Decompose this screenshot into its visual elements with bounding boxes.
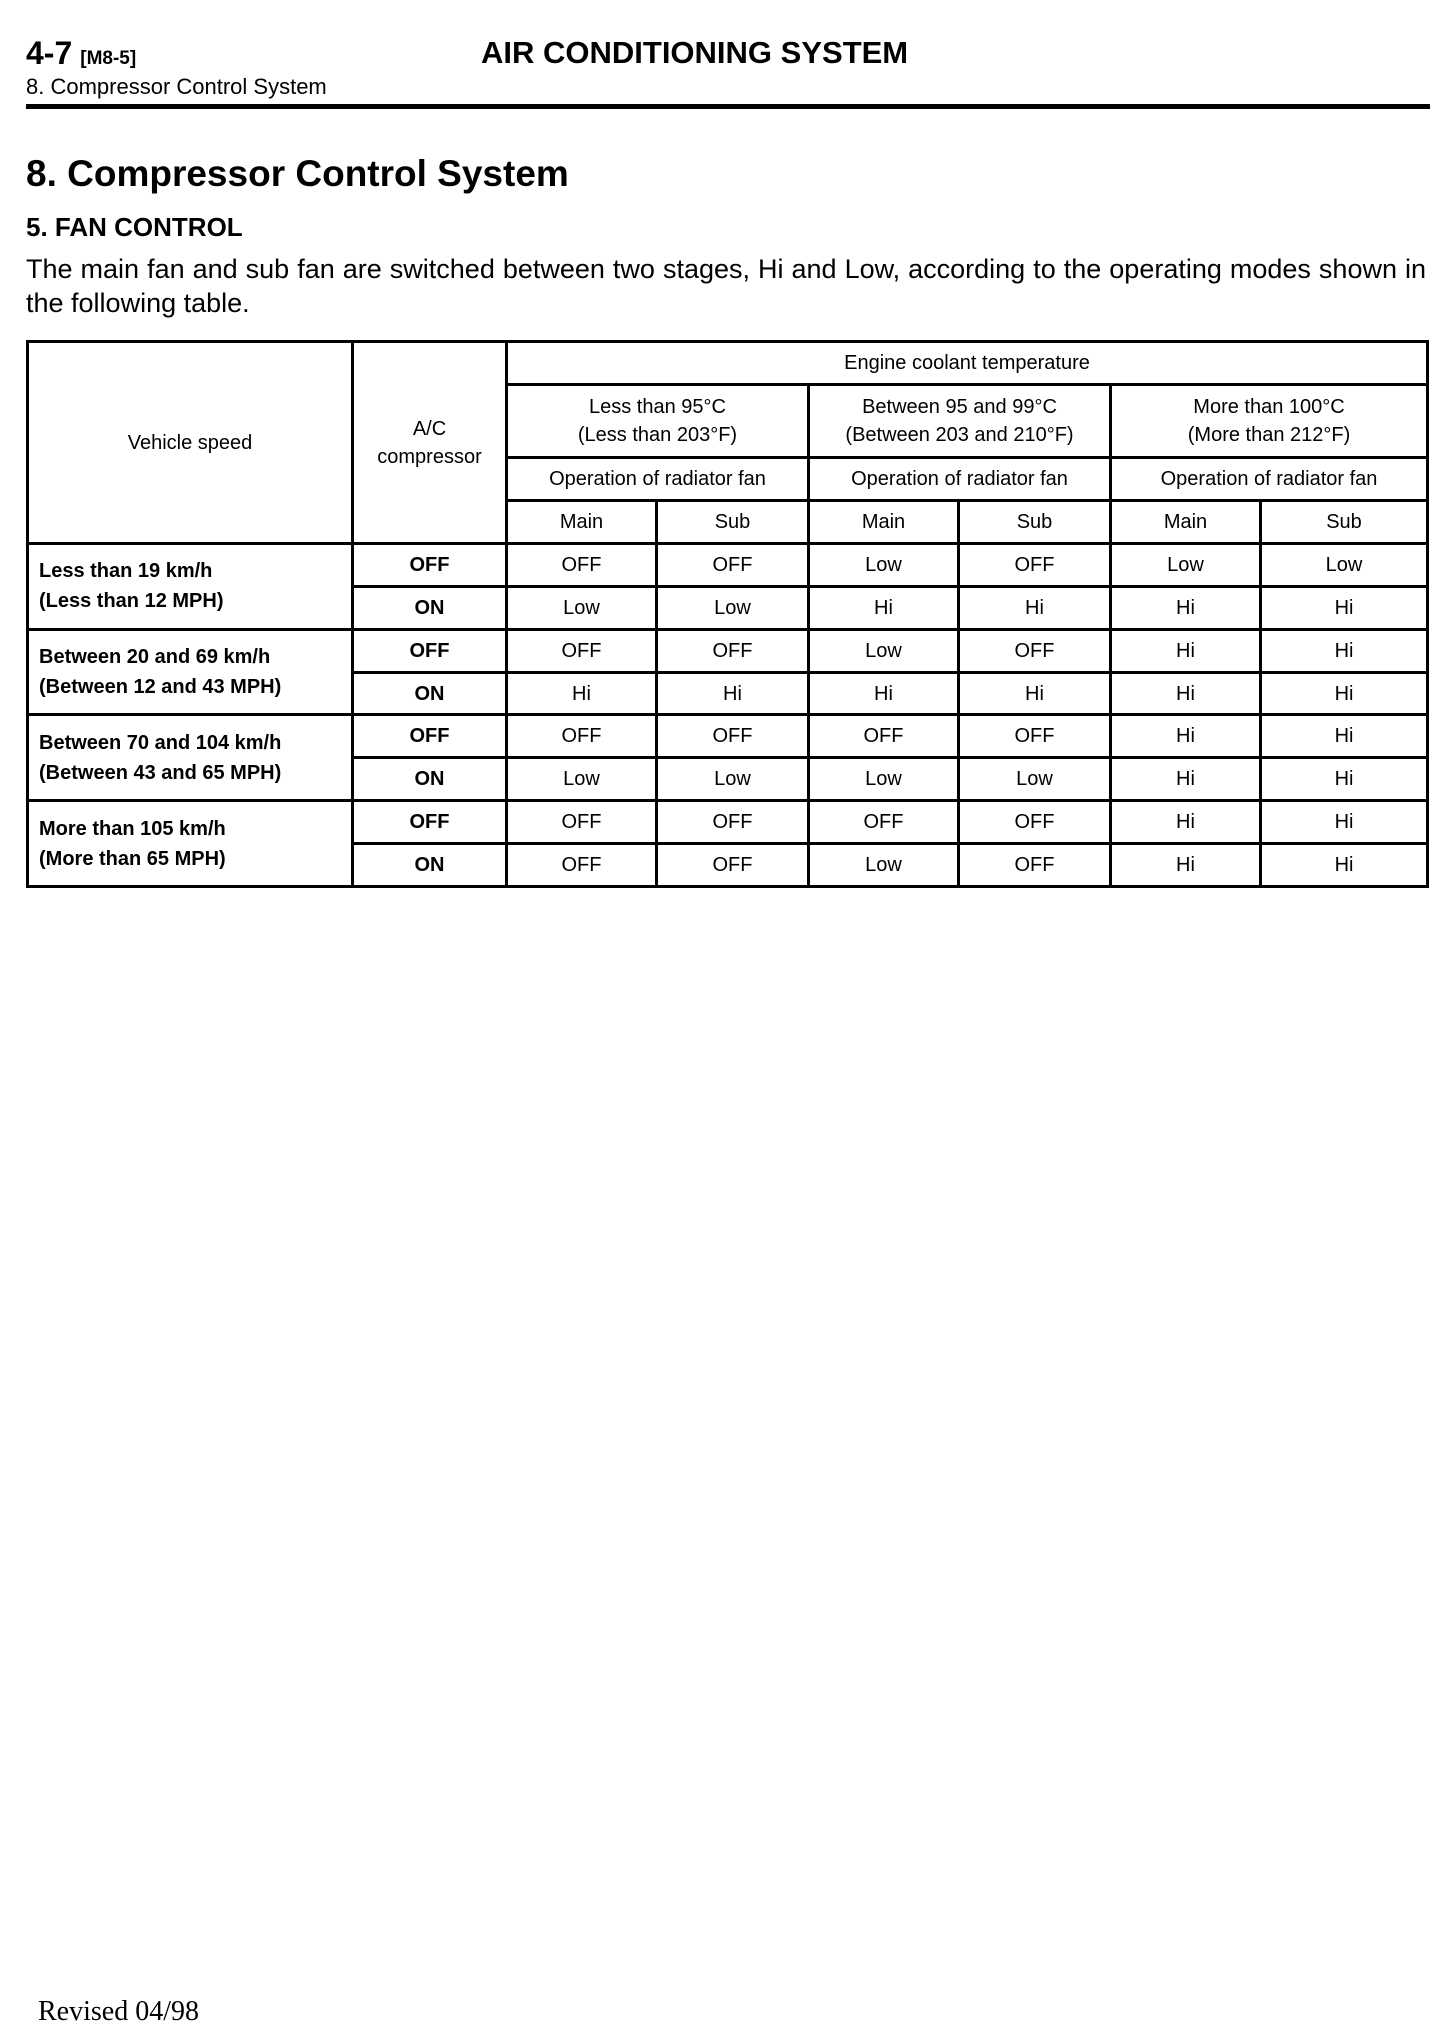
main-fan-header: Main <box>507 501 657 544</box>
fan-value: Hi <box>1111 715 1261 758</box>
fan-value: Hi <box>1261 629 1428 672</box>
temp-range-header: Less than 95°C (Less than 203°F) <box>507 384 809 457</box>
compressor-state: ON <box>353 844 507 887</box>
operation-header: Operation of radiator fan <box>809 458 1111 501</box>
fan-value: Low <box>809 844 959 887</box>
fan-value: Hi <box>809 672 959 715</box>
fan-value: Low <box>507 758 657 801</box>
fan-value: OFF <box>507 715 657 758</box>
fan-value: Low <box>809 758 959 801</box>
table-row <box>28 801 1428 844</box>
fan-value: Hi <box>1261 844 1428 887</box>
fan-value: OFF <box>657 629 809 672</box>
header-divider <box>26 104 1430 109</box>
fan-value: OFF <box>959 544 1111 587</box>
fan-value: Hi <box>507 672 657 715</box>
subsection-title: 5. FAN CONTROL <box>26 212 243 242</box>
fan-value: Hi <box>1261 758 1428 801</box>
sub-fan-header: Sub <box>657 501 809 544</box>
section-title: AIR CONDITIONING SYSTEM <box>481 35 909 70</box>
fan-value: OFF <box>657 844 809 887</box>
sub-fan-header: Sub <box>1261 501 1428 544</box>
fan-value: Hi <box>1111 844 1261 887</box>
fan-value: Hi <box>1111 629 1261 672</box>
fan-value: Low <box>809 629 959 672</box>
fan-value: OFF <box>657 801 809 844</box>
fan-value: OFF <box>657 544 809 587</box>
fan-value: Low <box>507 586 657 629</box>
compressor-state: ON <box>353 586 507 629</box>
fan-value: OFF <box>959 801 1111 844</box>
revision-footer: Revised 04/98 <box>38 1996 199 2027</box>
fan-value: OFF <box>507 629 657 672</box>
fan-value: OFF <box>809 715 959 758</box>
fan-value: Hi <box>1111 801 1261 844</box>
fan-value: Hi <box>1261 672 1428 715</box>
compressor-state: OFF <box>353 801 507 844</box>
fan-value: OFF <box>507 544 657 587</box>
vehicle-speed-cell: Between 70 and 104 km/h (Between 43 and 65 MPH) <box>28 715 353 801</box>
vehicle-speed-cell: Less than 19 km/h (Less than 12 MPH) <box>28 544 353 630</box>
fan-value: Hi <box>1111 586 1261 629</box>
fan-value: Hi <box>1111 672 1261 715</box>
compressor-state: OFF <box>353 629 507 672</box>
fan-value: OFF <box>507 801 657 844</box>
main-fan-header: Main <box>1111 501 1261 544</box>
fan-value: Hi <box>1111 758 1261 801</box>
compressor-state: ON <box>353 758 507 801</box>
operation-header: Operation of radiator fan <box>1111 458 1428 501</box>
sub-fan-header: Sub <box>959 501 1111 544</box>
fan-value: OFF <box>959 715 1111 758</box>
fan-value: OFF <box>657 715 809 758</box>
operation-header: Operation of radiator fan <box>507 458 809 501</box>
fan-value: Hi <box>959 586 1111 629</box>
compressor-state: OFF <box>353 544 507 587</box>
breadcrumb: 8. Compressor Control System <box>26 74 327 99</box>
fan-value: Low <box>959 758 1111 801</box>
fan-value: Low <box>1111 544 1261 587</box>
page-code: [M8-5] <box>80 48 137 69</box>
compressor-state: ON <box>353 672 507 715</box>
fan-value: OFF <box>959 629 1111 672</box>
temp-range-header: More than 100°C (More than 212°F) <box>1111 384 1428 457</box>
vehicle-speed-cell: Between 20 and 69 km/h (Between 12 and 43 MPH) <box>28 629 353 715</box>
fan-value: Low <box>657 758 809 801</box>
temp-range-header: Between 95 and 99°C (Between 203 and 210°F) <box>809 384 1111 457</box>
fan-value: Hi <box>1261 801 1428 844</box>
fan-value: Low <box>657 586 809 629</box>
fan-value: OFF <box>959 844 1111 887</box>
page-title: 8. Compressor Control System <box>26 153 569 194</box>
coolant-temp-header: Engine coolant temperature <box>507 342 1428 385</box>
vehicle-speed-cell: More than 105 km/h (More than 65 MPH) <box>28 801 353 887</box>
fan-value: Hi <box>959 672 1111 715</box>
fan-value: OFF <box>507 844 657 887</box>
fan-value: OFF <box>809 801 959 844</box>
fan-value: Hi <box>657 672 809 715</box>
table-row <box>28 544 1428 587</box>
fan-value: Hi <box>809 586 959 629</box>
main-fan-header: Main <box>809 501 959 544</box>
page-number: 4-7 [M8-5] <box>26 35 137 71</box>
compressor-state: OFF <box>353 715 507 758</box>
compressor-header: A/C compressor <box>353 342 507 544</box>
vehicle-speed-header: Vehicle speed <box>28 342 353 544</box>
fan-value: Hi <box>1261 715 1428 758</box>
fan-value: Low <box>809 544 959 587</box>
table-row <box>28 629 1428 672</box>
intro-paragraph: The main fan and sub fan are switched between two stages, Hi and Low, according to the operating modes shown in the following table. <box>26 254 1426 318</box>
fan-value: Hi <box>1261 586 1428 629</box>
table-row <box>28 715 1428 758</box>
fan-control-table <box>26 340 1429 888</box>
fan-value: Low <box>1261 544 1428 587</box>
